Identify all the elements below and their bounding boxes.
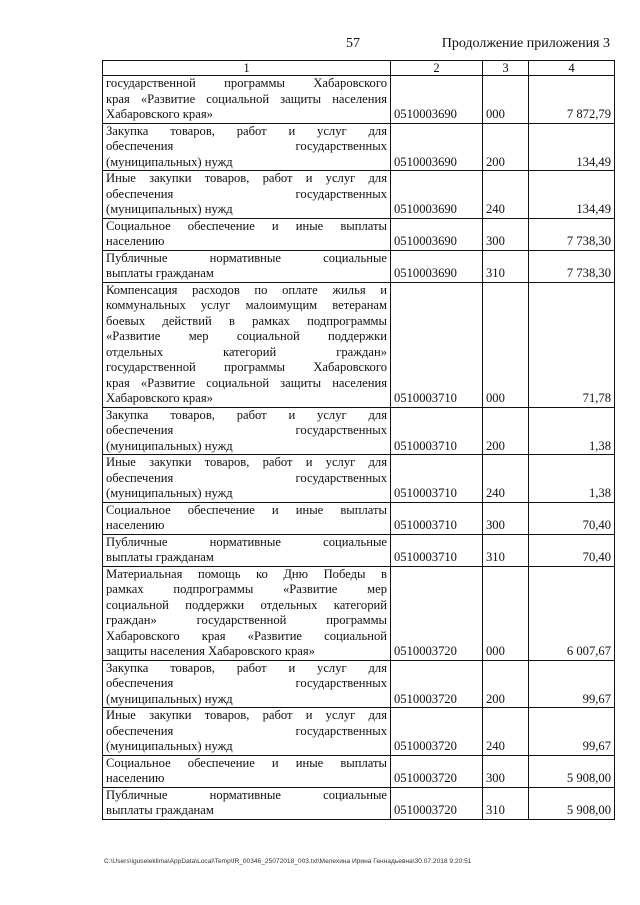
row-expense-type: 300: [483, 502, 529, 534]
table-row: [103, 282, 615, 407]
description-line: (муниципальных) нужд: [106, 691, 233, 706]
row-amount: 70,40: [529, 502, 615, 534]
row-target-code: 0510003690: [391, 218, 483, 250]
column-header: 1: [103, 61, 391, 76]
row-description: [103, 534, 391, 566]
description-line: обеспечения государственных: [106, 423, 387, 437]
row-description: [103, 455, 391, 503]
row-expense-type: 200: [483, 407, 529, 455]
row-amount: 134,49: [529, 123, 615, 171]
row-description: [103, 660, 391, 708]
description-line: выплаты гражданам: [106, 266, 214, 280]
budget-table: [102, 60, 615, 820]
row-amount: 5 908,00: [529, 755, 615, 787]
row-expense-type: 000: [483, 566, 529, 660]
row-description: [103, 502, 391, 534]
row-expense-type: 300: [483, 755, 529, 787]
row-description: [103, 407, 391, 455]
description-line: Социальное обеспечение и иные выплаты: [106, 755, 387, 770]
row-description: [103, 76, 391, 124]
description-line: населению: [106, 518, 165, 532]
table-row: [103, 787, 615, 819]
description-line: населению: [106, 234, 165, 248]
table-row: [103, 250, 615, 282]
appendix-continuation-note: Продолжение приложения 3: [441, 36, 610, 51]
description-line: граждан» государственной программы: [106, 613, 387, 627]
description-line: Публичные нормативные социальные: [106, 250, 387, 265]
row-amount: 99,67: [529, 660, 615, 708]
row-description: [103, 787, 391, 819]
row-expense-type: 000: [483, 282, 529, 407]
description-line: «Развитие мер социальной поддержки: [106, 329, 387, 343]
row-description: [103, 566, 391, 660]
description-line: выплаты гражданам: [106, 803, 214, 817]
row-amount: 6 007,67: [529, 566, 615, 660]
description-line: Компенсация расходов по оплате жилья и: [106, 282, 387, 297]
description-line: (муниципальных) нужд: [106, 739, 233, 753]
row-description: [103, 123, 391, 171]
description-line: (муниципальных) нужд: [106, 486, 233, 500]
row-amount: 70,40: [529, 534, 615, 566]
description-line: обеспечения государственных: [106, 676, 387, 690]
page-number: 57: [346, 36, 360, 51]
row-description: [103, 250, 391, 282]
row-amount: 71,78: [529, 282, 615, 407]
column-header: 3: [483, 61, 529, 76]
column-header: 2: [391, 61, 483, 76]
description-line: населению: [106, 771, 165, 785]
row-expense-type: 310: [483, 787, 529, 819]
row-amount: 1,38: [529, 455, 615, 503]
description-line: государственной программы Хабаровского: [106, 76, 387, 90]
table-row: [103, 123, 615, 171]
description-line: Закупка товаров, работ и услуг для: [106, 660, 387, 675]
description-line: Хабаровского края «Развитие социальной: [106, 628, 387, 643]
description-line: выплаты гражданам: [106, 550, 214, 564]
table-row: [103, 708, 615, 756]
description-line: государственной программы Хабаровского: [106, 360, 387, 374]
row-description: [103, 708, 391, 756]
description-line: Хабаровского края»: [106, 391, 213, 405]
description-line: Закупка товаров, работ и услуг для: [106, 407, 387, 422]
row-amount: 7 872,79: [529, 76, 615, 124]
table-row: [103, 660, 615, 708]
row-description: [103, 171, 391, 219]
description-line: Иные закупки товаров, работ и услуг для: [106, 455, 387, 469]
row-expense-type: 310: [483, 250, 529, 282]
table-row: [103, 534, 615, 566]
row-amount: 5 908,00: [529, 787, 615, 819]
row-target-code: 0510003710: [391, 455, 483, 503]
row-expense-type: 300: [483, 218, 529, 250]
row-expense-type: 240: [483, 455, 529, 503]
description-line: защиты населения Хабаровского края»: [106, 644, 315, 658]
row-target-code: 0510003710: [391, 407, 483, 455]
description-line: (муниципальных) нужд: [106, 438, 233, 453]
description-line: края «Развитие социальной защиты населения: [106, 91, 387, 106]
row-target-code: 0510003690: [391, 123, 483, 171]
description-line: Публичные нормативные социальные: [106, 534, 387, 549]
row-target-code: 0510003720: [391, 708, 483, 756]
description-line: обеспечения государственных: [106, 470, 387, 485]
row-expense-type: 200: [483, 660, 529, 708]
description-line: обеспечения государственных: [106, 139, 387, 153]
table-header-row: [103, 61, 615, 76]
column-header: 4: [529, 61, 615, 76]
description-line: Иные закупки товаров, работ и услуг для: [106, 171, 387, 185]
row-amount: 134,49: [529, 171, 615, 219]
row-amount: 7 738,30: [529, 218, 615, 250]
row-description: [103, 755, 391, 787]
description-line: отдельных категорий граждан»: [106, 344, 387, 359]
row-target-code: 0510003690: [391, 171, 483, 219]
description-line: Социальное обеспечение и иные выплаты: [106, 218, 387, 233]
description-line: коммунальных услуг малоимущим ветеранам: [106, 298, 387, 312]
row-expense-type: 000: [483, 76, 529, 124]
description-line: обеспечения государственных: [106, 186, 387, 201]
table-row: [103, 455, 615, 503]
row-target-code: 0510003710: [391, 534, 483, 566]
description-line: обеспечения государственных: [106, 723, 387, 738]
description-line: Материальная помощь ко Дню Победы в: [106, 566, 387, 581]
row-target-code: 0510003720: [391, 566, 483, 660]
description-line: рамках подпрограммы «Развитие мер: [106, 582, 387, 596]
row-amount: 7 738,30: [529, 250, 615, 282]
row-target-code: 0510003720: [391, 660, 483, 708]
row-description: [103, 282, 391, 407]
row-expense-type: 310: [483, 534, 529, 566]
table-row: [103, 407, 615, 455]
description-line: Иные закупки товаров, работ и услуг для: [106, 708, 387, 722]
description-line: Социальное обеспечение и иные выплаты: [106, 502, 387, 517]
row-description: [103, 218, 391, 250]
table-row: [103, 755, 615, 787]
description-line: края «Развитие социальной защиты населения: [106, 375, 387, 390]
row-amount: 1,38: [529, 407, 615, 455]
row-amount: 99,67: [529, 708, 615, 756]
row-expense-type: 240: [483, 171, 529, 219]
description-line: Публичные нормативные социальные: [106, 787, 387, 802]
row-target-code: 0510003720: [391, 755, 483, 787]
table-row: [103, 566, 615, 660]
file-path-footer: C:\Users\iguseleklima\AppData\Local\Temp\IR_00346_25072018_003.txt\Мелехина Ирина Геннадьевна\30.07.2018 9:20:51: [104, 858, 472, 865]
description-line: (муниципальных) нужд: [106, 202, 233, 216]
description-line: боевых действий в рамках подпрограммы: [106, 313, 387, 328]
row-target-code: 0510003710: [391, 502, 483, 534]
row-target-code: 0510003720: [391, 787, 483, 819]
description-line: Закупка товаров, работ и услуг для: [106, 123, 387, 138]
row-expense-type: 240: [483, 708, 529, 756]
table-row: [103, 502, 615, 534]
table-row: [103, 171, 615, 219]
table-body: [103, 76, 615, 820]
table-row: [103, 218, 615, 250]
description-line: (муниципальных) нужд: [106, 154, 233, 169]
description-line: Хабаровского края»: [106, 107, 213, 121]
row-target-code: 0510003690: [391, 250, 483, 282]
row-target-code: 0510003690: [391, 76, 483, 124]
row-target-code: 0510003710: [391, 282, 483, 407]
description-line: социальной поддержки отдельных категорий: [106, 597, 387, 612]
row-expense-type: 200: [483, 123, 529, 171]
table-row: [103, 76, 615, 124]
